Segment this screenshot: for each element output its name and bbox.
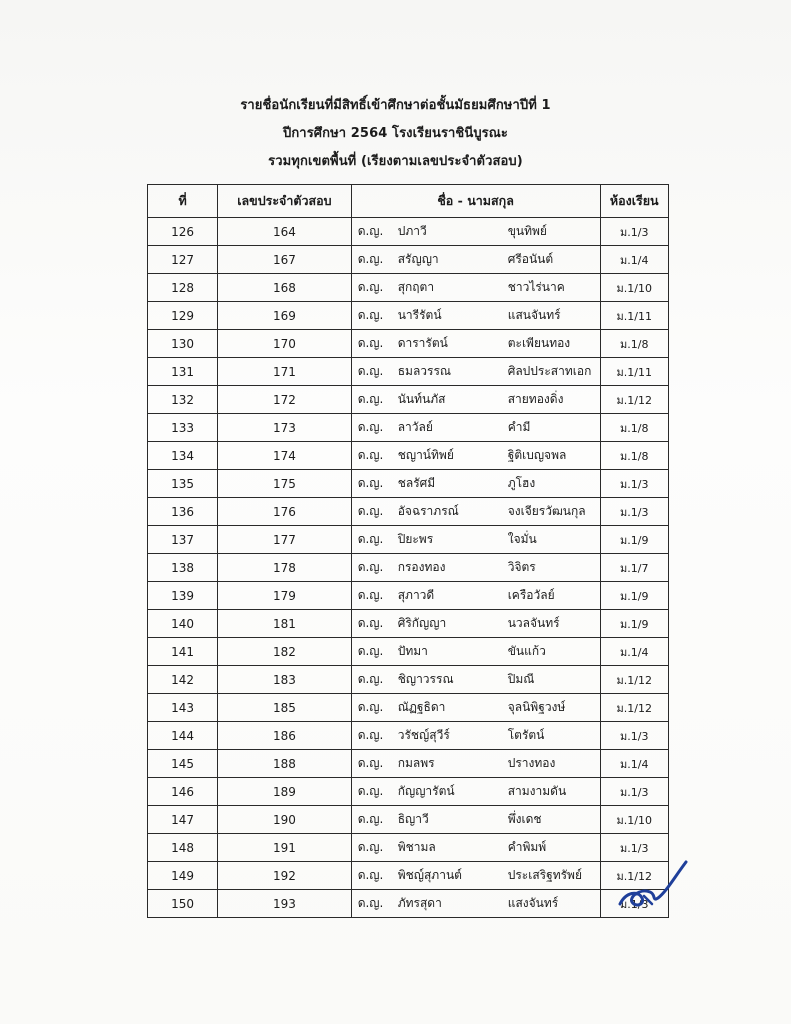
cell-name (351, 218, 600, 246)
cell-name (351, 274, 600, 302)
cell-exam-id: 164 (218, 218, 352, 246)
last-name: ศิลปประสาทเอก (507, 364, 592, 378)
table-row (148, 806, 669, 834)
table-row (148, 722, 669, 750)
name-prefix: ด.ญ. (357, 532, 384, 546)
cell-name (351, 610, 600, 638)
name-prefix: ด.ญ. (357, 700, 384, 714)
table-row (148, 554, 669, 582)
cell-name (351, 470, 600, 498)
cell-no: 148 (148, 834, 218, 862)
cell-name (351, 778, 600, 806)
name-prefix: ด.ญ. (357, 812, 384, 826)
cell-exam-id: 189 (218, 778, 352, 806)
name-prefix: ด.ญ. (357, 336, 384, 350)
cell-room: ม.1/8 (600, 442, 669, 470)
cell-exam-id: 171 (218, 358, 352, 386)
cell-room: ม.1/11 (600, 358, 669, 386)
cell-exam-id: 193 (218, 890, 352, 918)
column-header-exam-id: เลขประจำตัวสอบ (218, 185, 352, 218)
last-name: จงเจียรวัฒนกุล (507, 504, 586, 518)
name-prefix: ด.ญ. (357, 868, 384, 882)
last-name: ขุนทิพย์ (507, 224, 547, 238)
table-row (148, 862, 669, 890)
first-name: ธิญาวี (397, 812, 429, 826)
last-name: ขันแก้ว (507, 644, 546, 658)
cell-exam-id: 181 (218, 610, 352, 638)
cell-no: 137 (148, 526, 218, 554)
last-name: ตะเพียนทอง (507, 336, 571, 350)
name-prefix: ด.ญ. (357, 644, 384, 658)
first-name: สรัญญา (397, 252, 439, 266)
cell-exam-id: 191 (218, 834, 352, 862)
cell-name (351, 694, 600, 722)
table-row (148, 610, 669, 638)
last-name: ปรางทอง (507, 756, 556, 770)
column-header-no: ที่ (148, 185, 218, 218)
last-name: วิจิตร (507, 560, 536, 574)
cell-no: 143 (148, 694, 218, 722)
cell-room: ม.1/8 (600, 330, 669, 358)
cell-room: ม.1/10 (600, 274, 669, 302)
name-prefix: ด.ญ. (357, 476, 384, 490)
cell-room: ม.1/9 (600, 526, 669, 554)
cell-name (351, 582, 600, 610)
name-prefix: ด.ญ. (357, 224, 384, 238)
cell-room: ม.1/3 (600, 218, 669, 246)
table-header-row (148, 185, 669, 218)
last-name: จุลนิพิฐวงษ์ (507, 700, 566, 714)
table-row (148, 470, 669, 498)
cell-name (351, 246, 600, 274)
name-prefix: ด.ญ. (357, 616, 384, 630)
cell-exam-id: 188 (218, 750, 352, 778)
last-name: ปิมณี (507, 672, 535, 686)
cell-exam-id: 178 (218, 554, 352, 582)
table-row (148, 358, 669, 386)
cell-room: ม.1/10 (600, 806, 669, 834)
cell-name (351, 834, 600, 862)
last-name: ภูโฮง (507, 476, 536, 490)
last-name: ใจมั่น (507, 532, 537, 546)
cell-exam-id: 185 (218, 694, 352, 722)
cell-name (351, 638, 600, 666)
table-row (148, 638, 669, 666)
name-prefix: ด.ญ. (357, 392, 384, 406)
name-prefix: ด.ญ. (357, 560, 384, 574)
last-name: พึ่งเดช (507, 812, 542, 826)
cell-exam-id: 182 (218, 638, 352, 666)
cell-exam-id: 168 (218, 274, 352, 302)
first-name: ณัฏฐธิดา (397, 700, 446, 714)
first-name: สุกฤตา (397, 280, 435, 294)
first-name: ธมลวรรณ (397, 364, 452, 378)
table-row (148, 274, 669, 302)
cell-exam-id: 177 (218, 526, 352, 554)
cell-name (351, 498, 600, 526)
cell-exam-id: 169 (218, 302, 352, 330)
cell-no: 142 (148, 666, 218, 694)
cell-exam-id: 192 (218, 862, 352, 890)
column-header-room: ห้องเรียน (600, 185, 669, 218)
table-row (148, 694, 669, 722)
cell-name (351, 554, 600, 582)
cell-room: ม.1/12 (600, 666, 669, 694)
title-line-2: ปีการศึกษา 2564 โรงเรียนราชินีบูรณะ (282, 126, 509, 141)
first-name: ภัทรสุดา (397, 896, 442, 910)
cell-no: 130 (148, 330, 218, 358)
name-prefix: ด.ญ. (357, 364, 384, 378)
cell-name (351, 358, 600, 386)
cell-no: 138 (148, 554, 218, 582)
name-prefix: ด.ญ. (357, 840, 384, 854)
cell-room: ม.1/3 (600, 722, 669, 750)
cell-name (351, 806, 600, 834)
first-name: ชิญาวรรณ (397, 672, 454, 686)
cell-room: ม.1/12 (600, 862, 669, 890)
cell-room: ม.1/11 (600, 302, 669, 330)
cell-name (351, 750, 600, 778)
last-name: ประเสริฐทรัพย์ (507, 868, 582, 882)
cell-room: ม.1/3 (600, 470, 669, 498)
cell-no: 135 (148, 470, 218, 498)
cell-exam-id: 174 (218, 442, 352, 470)
last-name: โตรัตน์ (507, 728, 545, 742)
cell-room: ม.1/4 (600, 750, 669, 778)
first-name: อัจฉราภรณ์ (397, 504, 459, 518)
cell-name (351, 386, 600, 414)
student-roster-table (147, 184, 669, 918)
cell-no: 145 (148, 750, 218, 778)
cell-no: 149 (148, 862, 218, 890)
last-name: แสนจันทร์ (507, 308, 561, 322)
first-name: ปิยะพร (397, 532, 434, 546)
cell-no: 126 (148, 218, 218, 246)
name-prefix: ด.ญ. (357, 504, 384, 518)
last-name: คำมี (507, 420, 531, 434)
first-name: ชญาน์ทิพย์ (397, 448, 454, 462)
name-prefix: ด.ญ. (357, 280, 384, 294)
table-row (148, 498, 669, 526)
cell-name (351, 330, 600, 358)
table-row (148, 834, 669, 862)
name-prefix: ด.ญ. (357, 896, 384, 910)
cell-room: ม.1/12 (600, 386, 669, 414)
last-name: สายทองดิ่ง (507, 392, 564, 406)
first-name: ลาวัลย์ (397, 420, 433, 434)
document-header (0, 92, 791, 176)
cell-name (351, 890, 600, 918)
cell-exam-id: 179 (218, 582, 352, 610)
cell-name (351, 302, 600, 330)
table-row (148, 414, 669, 442)
cell-no: 133 (148, 414, 218, 442)
cell-room: ม.1/3 (600, 890, 669, 918)
first-name: นันท์นภัส (397, 392, 446, 406)
table-row (148, 526, 669, 554)
cell-no: 147 (148, 806, 218, 834)
table-body (148, 218, 669, 918)
cell-no: 140 (148, 610, 218, 638)
cell-exam-id: 186 (218, 722, 352, 750)
name-prefix: ด.ญ. (357, 308, 384, 322)
cell-room: ม.1/4 (600, 638, 669, 666)
name-prefix: ด.ญ. (357, 728, 384, 742)
first-name: ชลรัศมี (397, 476, 436, 490)
table-row (148, 442, 669, 470)
cell-name (351, 862, 600, 890)
first-name: กรองทอง (397, 560, 446, 574)
cell-name (351, 722, 600, 750)
cell-exam-id: 173 (218, 414, 352, 442)
cell-exam-id: 170 (218, 330, 352, 358)
name-prefix: ด.ญ. (357, 588, 384, 602)
cell-no: 144 (148, 722, 218, 750)
cell-exam-id: 190 (218, 806, 352, 834)
cell-room: ม.1/3 (600, 778, 669, 806)
cell-no: 141 (148, 638, 218, 666)
cell-room: ม.1/8 (600, 414, 669, 442)
table-row (148, 386, 669, 414)
first-name: ปภาวี (397, 224, 427, 238)
name-prefix: ด.ญ. (357, 448, 384, 462)
first-name: ปัทมา (397, 644, 428, 658)
cell-name (351, 666, 600, 694)
last-name: ฐิติเบญจพล (507, 448, 567, 462)
cell-name (351, 414, 600, 442)
cell-no: 128 (148, 274, 218, 302)
first-name: วรัชญ์สุวีร์ (397, 728, 450, 742)
first-name: กัญญารัตน์ (397, 784, 455, 798)
signature-mark (612, 852, 692, 912)
table-row (148, 750, 669, 778)
cell-no: 136 (148, 498, 218, 526)
first-name: สุภาวดี (397, 588, 435, 602)
name-prefix: ด.ญ. (357, 420, 384, 434)
cell-room: ม.1/3 (600, 834, 669, 862)
first-name: พิชญ์สุภานต์ (397, 868, 462, 882)
table-row (148, 330, 669, 358)
cell-exam-id: 183 (218, 666, 352, 694)
cell-exam-id: 172 (218, 386, 352, 414)
cell-no: 146 (148, 778, 218, 806)
cell-room: ม.1/4 (600, 246, 669, 274)
cell-no: 129 (148, 302, 218, 330)
last-name: สามงามดัน (507, 784, 567, 798)
name-prefix: ด.ญ. (357, 252, 384, 266)
name-prefix: ด.ญ. (357, 672, 384, 686)
title-line-3: รวมทุกเขตพื้นที่ (เรียงตามเลขประจำตัวสอบ) (268, 154, 523, 169)
first-name: พิชามล (397, 840, 436, 854)
cell-no: 132 (148, 386, 218, 414)
column-header-name: ชื่อ - นามสกุล (351, 185, 600, 218)
table-row (148, 246, 669, 274)
table-row (148, 890, 669, 918)
cell-room: ม.1/12 (600, 694, 669, 722)
cell-room: ม.1/3 (600, 498, 669, 526)
first-name: กมลพร (397, 756, 435, 770)
last-name: ศรีอนันต์ (507, 252, 554, 266)
table-row (148, 582, 669, 610)
cell-exam-id: 175 (218, 470, 352, 498)
cell-no: 131 (148, 358, 218, 386)
name-prefix: ด.ญ. (357, 784, 384, 798)
last-name: แสงจันทร์ (507, 896, 559, 910)
cell-room: ม.1/9 (600, 582, 669, 610)
cell-exam-id: 167 (218, 246, 352, 274)
first-name: นารีรัตน์ (397, 308, 442, 322)
last-name: นวลจันทร์ (507, 616, 560, 630)
last-name: คำพิมพ์ (507, 840, 547, 854)
cell-no: 127 (148, 246, 218, 274)
title-line-1: รายชื่อนักเรียนที่มีสิทธิ์เข้าศึกษาต่อชั้นมัธยมศึกษาปีที่ 1 (240, 98, 551, 113)
cell-name (351, 526, 600, 554)
last-name: ชาวไร่นาค (507, 280, 565, 294)
last-name: เครือวัลย์ (507, 588, 555, 602)
cell-no: 139 (148, 582, 218, 610)
cell-name (351, 442, 600, 470)
cell-no: 150 (148, 890, 218, 918)
table-row (148, 666, 669, 694)
first-name: ศิริกัญญา (397, 616, 447, 630)
name-prefix: ด.ญ. (357, 756, 384, 770)
cell-no: 134 (148, 442, 218, 470)
cell-room: ม.1/7 (600, 554, 669, 582)
table-row (148, 778, 669, 806)
cell-exam-id: 176 (218, 498, 352, 526)
table-row (148, 218, 669, 246)
table-row (148, 302, 669, 330)
cell-room: ม.1/9 (600, 610, 669, 638)
first-name: ดารารัตน์ (397, 336, 448, 350)
